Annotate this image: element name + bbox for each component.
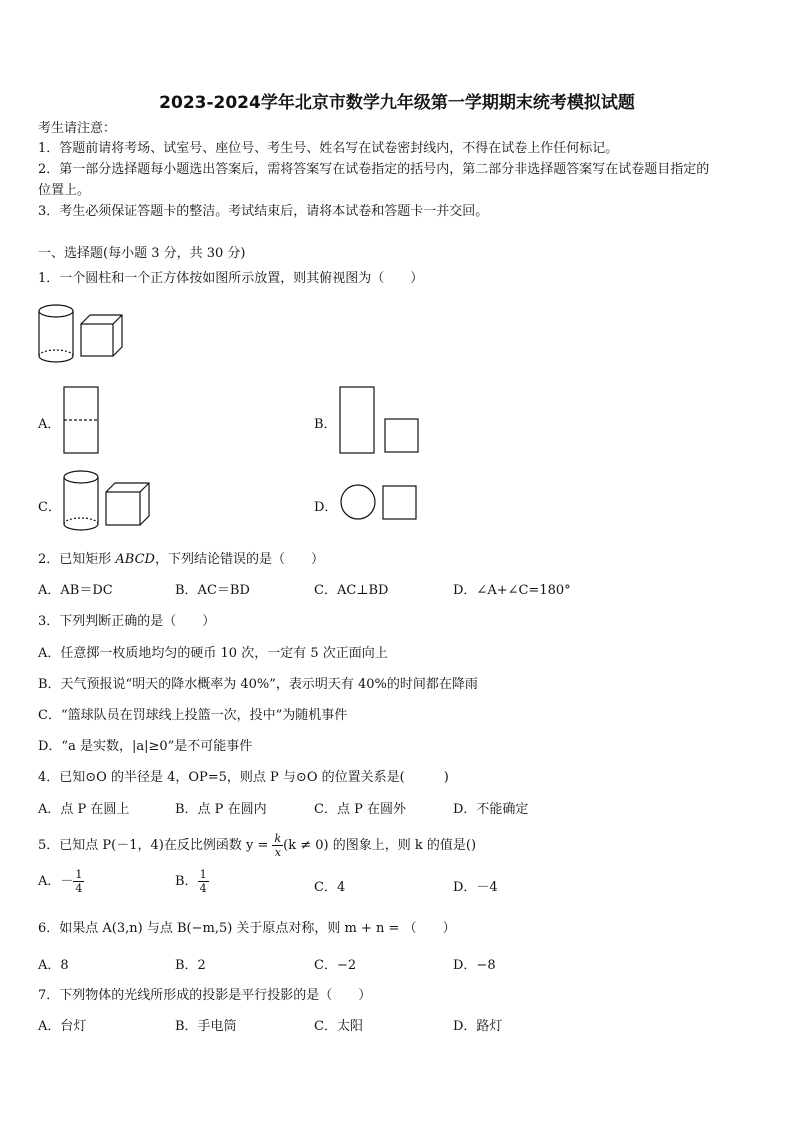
q5-stem-post: 的图象上，则 k 的值是() — [328, 838, 477, 853]
q5-option-a-sign: － — [60, 874, 74, 889]
q5-option-b-denominator: 4 — [199, 882, 207, 895]
page-title: 2023-2024学年北京市数学九年级第一学期期末统考模拟试题 — [159, 93, 635, 113]
notice-item-1: 1．答题前请将考场、试室号、座位号、考生号、姓名写在试卷密封线内，不得在试卷上作任何标记。 — [38, 141, 619, 156]
q1-option-a-label: A． — [38, 417, 61, 432]
q5-fraction-numerator: k — [274, 832, 282, 845]
question-5-stem — [38, 832, 476, 859]
question-6-stem: 6．如果点 A(3,n) 与点 B(−m,5) 关于原点对称，则 m + n = （ ） — [38, 921, 456, 936]
q6-option-c: C．−2 — [314, 958, 357, 973]
q7-option-c: C．太阳 — [314, 1019, 363, 1034]
question-2-stem — [38, 552, 324, 568]
q7-option-b: B．手电筒 — [175, 1019, 237, 1034]
section-heading: 一、选择题(每小题 3 分，共 30 分) — [38, 246, 246, 261]
q5-option-b-numerator: 1 — [199, 868, 207, 881]
q1-main-figure — [36, 302, 131, 364]
question-7-stem: 7．下列物体的光线所形成的投影是平行投影的是（ ） — [38, 988, 372, 1003]
q1-option-d-label: D． — [314, 500, 338, 515]
q6-option-a: A．8 — [38, 958, 69, 973]
q4-option-a: A．点 P 在圆上 — [38, 802, 130, 817]
q5-option-d: D．－4 — [453, 880, 498, 895]
notice-item-2-cont: 位置上。 — [38, 183, 91, 198]
q1-option-a-figure — [62, 385, 102, 455]
q2-stem-pre: 2．已知矩形 — [38, 552, 116, 567]
notice-item-2: 2．第一部分选择题每小题选出答案后，需将答案写在试卷指定的括号内，第二部分非选择题答案写在试卷题目指定的 — [38, 162, 710, 177]
q3-option-d: D．“a 是实数，|a|≥0”是不可能事件 — [38, 739, 253, 754]
q1-option-c-figure — [61, 468, 156, 532]
q1-option-b-label: B． — [314, 417, 337, 432]
q4-option-c: C．点 P 在圆外 — [314, 802, 406, 817]
q3-option-a: A．任意掷一枚质地均匀的硬币 10 次，一定有 5 次正面向上 — [38, 646, 388, 661]
q4-option-b: B．点 P 在圆内 — [175, 802, 267, 817]
q2-option-d: D．∠A+∠C=180° — [453, 583, 571, 598]
question-1-stem: 1．一个圆柱和一个正方体按如图所示放置，则其俯视图为（ ） — [38, 271, 424, 286]
q5-stem-mid: (k ≠ 0) — [283, 838, 329, 853]
q5-option-b — [175, 868, 209, 895]
q6-option-b: B．2 — [175, 958, 206, 973]
notice-item-3: 3．考生必须保证答题卡的整洁。考试结束后，请将本试卷和答题卡一并交回。 — [38, 204, 489, 219]
q7-option-d: D．路灯 — [453, 1019, 503, 1034]
q5-option-a — [38, 868, 84, 895]
q4-option-d: D．不能确定 — [453, 802, 529, 817]
q5-option-b-fraction — [198, 868, 209, 895]
q1-option-b-figure — [338, 385, 423, 455]
q2-option-a: A．AB＝DC — [38, 583, 113, 598]
q5-option-a-label: A． — [38, 874, 61, 889]
q5-fraction-denominator: x — [274, 846, 281, 859]
q3-option-b: B．天气预报说“明天的降水概率为 40%”，表示明天有 40%的时间都在降雨 — [38, 677, 478, 692]
notice-heading: 考生请注意： — [38, 121, 117, 136]
q6-option-d: D．−8 — [453, 958, 496, 973]
q1-option-d-figure — [340, 484, 420, 522]
q2-option-c: C．AC⊥BD — [314, 583, 389, 598]
q1-option-c-label: C． — [38, 500, 61, 515]
q5-fraction — [272, 832, 283, 859]
q5-option-a-denominator: 4 — [75, 882, 83, 895]
q2-stem-var: ABCD — [115, 552, 155, 567]
q7-option-a: A．台灯 — [38, 1019, 87, 1034]
q5-option-a-numerator: 1 — [75, 868, 83, 881]
q5-option-b-label: B． — [175, 874, 198, 889]
q5-stem-pre: 5．已知点 P(－1，4)在反比例函数 y = — [38, 838, 273, 853]
q3-option-c: C．“篮球队员在罚球线上投篮一次，投中”为随机事件 — [38, 708, 348, 723]
q5-option-a-fraction — [73, 868, 84, 895]
q2-option-b: B．AC＝BD — [175, 583, 250, 598]
q2-stem-post: ，下列结论错误的是（ ） — [154, 552, 324, 567]
question-4-stem: 4．已知⊙O 的半径是 4，OP=5，则点 P 与⊙O 的位置关系是( ) — [38, 770, 449, 785]
question-3-stem: 3．下列判断正确的是（ ） — [38, 614, 216, 629]
q5-option-c: C．4 — [314, 880, 346, 895]
